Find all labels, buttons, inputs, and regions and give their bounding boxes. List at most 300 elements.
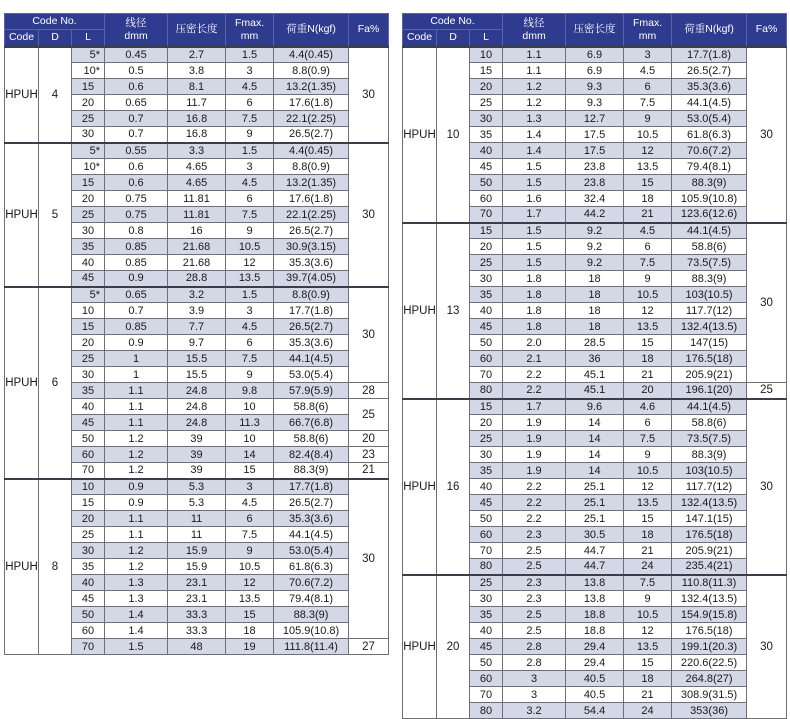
wire-diameter-cell: 0.85 bbox=[105, 255, 168, 271]
compressed-length-cell: 18 bbox=[566, 271, 624, 287]
compressed-length-cell: 18 bbox=[566, 287, 624, 303]
compressed-length-cell: 18.8 bbox=[566, 607, 624, 623]
compressed-length-cell: 11.7 bbox=[168, 95, 226, 111]
length-cell: 5* bbox=[72, 47, 105, 63]
wire-diameter-cell: 0.75 bbox=[105, 191, 168, 207]
load-cell: 353(36) bbox=[672, 703, 747, 719]
compressed-length-cell: 14 bbox=[566, 463, 624, 479]
fmax-cell: 18 bbox=[624, 191, 672, 207]
wire-diameter-cell: 1.2 bbox=[503, 95, 566, 111]
fa-header: Fa% bbox=[349, 14, 389, 47]
wire-diameter-cell: 1.5 bbox=[503, 159, 566, 175]
fmax-cell: 7.5 bbox=[226, 351, 274, 367]
compressed-length-cell: 25.1 bbox=[566, 479, 624, 495]
fmax-cell: 13.5 bbox=[624, 495, 672, 511]
length-cell: 10* bbox=[72, 63, 105, 79]
wire-diameter-cell: 1.5 bbox=[105, 639, 168, 655]
compressed-length-cell: 30.5 bbox=[566, 527, 624, 543]
code-cell: HPUH bbox=[403, 223, 437, 399]
compressed-length-cell: 23.8 bbox=[566, 175, 624, 191]
wire-diameter-cell: 1.4 bbox=[105, 607, 168, 623]
compressed-length-cell: 24.8 bbox=[168, 383, 226, 399]
length-cell: 80 bbox=[470, 703, 503, 719]
wire-diameter-cell: 1.9 bbox=[503, 447, 566, 463]
wire-diameter-cell: 1.4 bbox=[503, 143, 566, 159]
compressed-length-cell: 4.65 bbox=[168, 175, 226, 191]
load-cell: 88.3(9) bbox=[672, 175, 747, 191]
length-cell: 25 bbox=[72, 207, 105, 223]
wire-diameter-cell: 2.8 bbox=[503, 639, 566, 655]
length-cell: 60 bbox=[72, 447, 105, 463]
length-cell: 15 bbox=[72, 495, 105, 511]
fmax-cell: 13.5 bbox=[624, 319, 672, 335]
fmax-cell: 9 bbox=[226, 223, 274, 239]
load-cell: 17.7(1.8) bbox=[274, 303, 349, 319]
compressed-length-cell: 45.1 bbox=[566, 383, 624, 399]
load-cell: 147(15) bbox=[672, 335, 747, 351]
load-cell: 26.5(2.7) bbox=[274, 127, 349, 143]
fmax-cell: 15 bbox=[624, 335, 672, 351]
fmax-cell: 12 bbox=[624, 623, 672, 639]
fmax-cell: 11.3 bbox=[226, 415, 274, 431]
load-cell: 17.7(1.8) bbox=[274, 479, 349, 495]
length-cell: 80 bbox=[470, 383, 503, 399]
wire-diameter-cell: 0.9 bbox=[105, 271, 168, 287]
fmax-cell: 13.5 bbox=[624, 639, 672, 655]
fa-cell: 30 bbox=[747, 575, 787, 719]
wire-diameter-cell: 1.1 bbox=[105, 399, 168, 415]
fmax-cell: 15 bbox=[624, 511, 672, 527]
diameter-cell: 5 bbox=[39, 143, 72, 287]
load-cell: 35.3(3.6) bbox=[274, 511, 349, 527]
compressed-length-cell: 12.7 bbox=[566, 111, 624, 127]
wire-diameter-cell: 0.9 bbox=[105, 335, 168, 351]
length-cell: 20 bbox=[72, 511, 105, 527]
length-cell: 20 bbox=[470, 79, 503, 95]
fmax-cell: 1.5 bbox=[226, 143, 274, 159]
fmax-cell: 10.5 bbox=[226, 559, 274, 575]
wire-diameter-cell: 2.3 bbox=[503, 527, 566, 543]
fmax-cell: 15 bbox=[624, 175, 672, 191]
fmax-header bbox=[624, 14, 672, 47]
length-cell: 25 bbox=[470, 255, 503, 271]
load-cell: 44.1(4.5) bbox=[672, 399, 747, 415]
spec-table-left bbox=[4, 13, 389, 655]
fmax-cell: 15 bbox=[624, 655, 672, 671]
diameter-cell: 4 bbox=[39, 47, 72, 143]
spec-table-right bbox=[402, 13, 787, 719]
load-cell: 58.8(6) bbox=[672, 239, 747, 255]
length-cell: 25 bbox=[72, 111, 105, 127]
wire-diameter-header-line2: dmm bbox=[522, 29, 546, 42]
code-cell: HPUH bbox=[5, 143, 39, 287]
code-cell: HPUH bbox=[403, 47, 437, 223]
compressed-length-header: 压密长度 bbox=[566, 14, 624, 47]
compressed-length-cell: 3.2 bbox=[168, 287, 226, 303]
wire-diameter-cell: 1.8 bbox=[503, 319, 566, 335]
fmax-cell: 6 bbox=[226, 191, 274, 207]
compressed-length-cell: 33.3 bbox=[168, 623, 226, 639]
compressed-length-cell: 15.9 bbox=[168, 559, 226, 575]
diameter-cell: 6 bbox=[39, 287, 72, 479]
length-cell: 60 bbox=[72, 623, 105, 639]
fa-cell: 27 bbox=[349, 639, 389, 655]
diameter-cell: 20 bbox=[437, 575, 470, 719]
load-cell: 79.4(8.1) bbox=[672, 159, 747, 175]
load-cell: 105.9(10.8) bbox=[672, 191, 747, 207]
load-cell: 82.4(8.4) bbox=[274, 447, 349, 463]
length-cell: 60 bbox=[470, 527, 503, 543]
fmax-cell: 13.5 bbox=[624, 159, 672, 175]
length-cell: 70 bbox=[470, 367, 503, 383]
wire-diameter-cell: 1.7 bbox=[503, 207, 566, 223]
load-cell: 26.5(2.7) bbox=[274, 495, 349, 511]
compressed-length-cell: 14 bbox=[566, 415, 624, 431]
length-cell: 25 bbox=[470, 431, 503, 447]
fmax-cell: 10.5 bbox=[226, 239, 274, 255]
fmax-cell: 7.5 bbox=[226, 207, 274, 223]
length-cell: 45 bbox=[470, 495, 503, 511]
table-row bbox=[403, 575, 787, 591]
length-cell: 35 bbox=[72, 239, 105, 255]
load-cell: 79.4(8.1) bbox=[274, 591, 349, 607]
wire-diameter-cell: 1.1 bbox=[105, 383, 168, 399]
wire-diameter-cell: 1.9 bbox=[503, 463, 566, 479]
length-cell: 30 bbox=[72, 543, 105, 559]
wire-diameter-cell: 0.9 bbox=[105, 479, 168, 495]
load-cell: 88.3(9) bbox=[672, 447, 747, 463]
fmax-cell: 6 bbox=[624, 79, 672, 95]
compressed-length-cell: 9.2 bbox=[566, 223, 624, 239]
length-cell: 45 bbox=[72, 591, 105, 607]
length-cell: 40 bbox=[72, 399, 105, 415]
diameter-cell: 13 bbox=[437, 223, 470, 399]
wire-diameter-cell: 1.1 bbox=[105, 511, 168, 527]
wire-diameter-cell: 0.5 bbox=[105, 63, 168, 79]
load-header: 荷重N(kgf) bbox=[672, 14, 747, 47]
wire-diameter-cell: 3 bbox=[503, 671, 566, 687]
length-cell: 15 bbox=[470, 63, 503, 79]
compressed-length-cell: 14 bbox=[566, 431, 624, 447]
compressed-length-cell: 14 bbox=[566, 447, 624, 463]
load-cell: 132.4(13.5) bbox=[672, 591, 747, 607]
fmax-cell: 12 bbox=[624, 479, 672, 495]
fmax-cell: 9 bbox=[226, 127, 274, 143]
length-cell: 70 bbox=[470, 543, 503, 559]
wire-diameter-cell: 2.3 bbox=[503, 591, 566, 607]
fmax-cell: 13.5 bbox=[226, 591, 274, 607]
fmax-cell: 9.8 bbox=[226, 383, 274, 399]
load-cell: 44.1(4.5) bbox=[274, 351, 349, 367]
compressed-length-cell: 45.1 bbox=[566, 367, 624, 383]
compressed-length-cell: 11.81 bbox=[168, 191, 226, 207]
fa-cell: 30 bbox=[349, 47, 389, 143]
wire-diameter-cell: 1.1 bbox=[105, 527, 168, 543]
length-cell: 70 bbox=[470, 207, 503, 223]
fmax-cell: 9 bbox=[226, 543, 274, 559]
d-header: D bbox=[437, 30, 470, 47]
fmax-cell: 3 bbox=[226, 303, 274, 319]
code-header: Code bbox=[403, 30, 437, 47]
length-cell: 10* bbox=[72, 159, 105, 175]
length-cell: 60 bbox=[470, 351, 503, 367]
compressed-length-cell: 9.3 bbox=[566, 79, 624, 95]
length-cell: 20 bbox=[72, 335, 105, 351]
wire-diameter-cell: 2.5 bbox=[503, 543, 566, 559]
fmax-header-line2: mm bbox=[638, 29, 657, 42]
length-cell: 30 bbox=[470, 591, 503, 607]
fmax-cell: 18 bbox=[624, 671, 672, 687]
length-cell: 15 bbox=[470, 399, 503, 415]
wire-diameter-cell: 0.65 bbox=[105, 95, 168, 111]
load-cell: 264.8(27) bbox=[672, 671, 747, 687]
wire-diameter-cell: 1.2 bbox=[105, 447, 168, 463]
wire-diameter-cell: 0.7 bbox=[105, 303, 168, 319]
load-cell: 103(10.5) bbox=[672, 463, 747, 479]
length-cell: 45 bbox=[470, 639, 503, 655]
load-cell: 70.6(7.2) bbox=[274, 575, 349, 591]
compressed-length-cell: 24.8 bbox=[168, 399, 226, 415]
compressed-length-cell: 16 bbox=[168, 223, 226, 239]
wire-diameter-cell: 1.8 bbox=[503, 287, 566, 303]
load-cell: 22.1(2.25) bbox=[274, 207, 349, 223]
compressed-length-cell: 13.8 bbox=[566, 575, 624, 591]
fa-cell: 30 bbox=[747, 223, 787, 383]
load-cell: 123.6(12.6) bbox=[672, 207, 747, 223]
table-row bbox=[5, 287, 389, 303]
compressed-length-cell: 18 bbox=[566, 303, 624, 319]
fmax-cell: 18 bbox=[624, 351, 672, 367]
compressed-length-cell: 33.3 bbox=[168, 607, 226, 623]
load-cell: 132.4(13.5) bbox=[672, 495, 747, 511]
length-cell: 15 bbox=[72, 175, 105, 191]
code-no-header: Code No. bbox=[403, 14, 503, 30]
diameter-cell: 16 bbox=[437, 399, 470, 575]
load-cell: 53.0(5.4) bbox=[274, 543, 349, 559]
load-cell: 88.3(9) bbox=[274, 607, 349, 623]
load-cell: 57.9(5.9) bbox=[274, 383, 349, 399]
compressed-length-cell: 39 bbox=[168, 447, 226, 463]
wire-diameter-cell: 1.8 bbox=[503, 303, 566, 319]
compressed-length-cell: 9.7 bbox=[168, 335, 226, 351]
wire-diameter-cell: 1.1 bbox=[503, 47, 566, 63]
wire-diameter-cell: 1.1 bbox=[105, 415, 168, 431]
fa-cell: 28 bbox=[349, 383, 389, 399]
wire-diameter-cell: 2.2 bbox=[503, 479, 566, 495]
table-row bbox=[5, 47, 389, 63]
length-cell: 35 bbox=[470, 463, 503, 479]
fmax-cell: 21 bbox=[624, 367, 672, 383]
compressed-length-cell: 40.5 bbox=[566, 687, 624, 703]
wire-diameter-cell: 1.2 bbox=[105, 463, 168, 479]
fmax-cell: 24 bbox=[624, 703, 672, 719]
fmax-cell: 1.5 bbox=[226, 47, 274, 63]
wire-diameter-header bbox=[105, 14, 168, 47]
fmax-cell: 4.6 bbox=[624, 399, 672, 415]
fmax-cell: 10 bbox=[226, 431, 274, 447]
wire-diameter-cell: 2.2 bbox=[503, 511, 566, 527]
length-cell: 25 bbox=[72, 351, 105, 367]
wire-diameter-cell: 1 bbox=[105, 367, 168, 383]
fmax-cell: 15 bbox=[226, 607, 274, 623]
fmax-header bbox=[226, 14, 274, 47]
fmax-cell: 9 bbox=[624, 111, 672, 127]
length-cell: 10 bbox=[72, 479, 105, 495]
wire-diameter-cell: 1 bbox=[105, 351, 168, 367]
fmax-cell: 6 bbox=[226, 95, 274, 111]
fmax-cell: 7.5 bbox=[226, 111, 274, 127]
fmax-cell: 9 bbox=[624, 271, 672, 287]
load-cell: 117.7(12) bbox=[672, 479, 747, 495]
compressed-length-cell: 18 bbox=[566, 319, 624, 335]
load-cell: 70.6(7.2) bbox=[672, 143, 747, 159]
load-cell: 61.8(6.3) bbox=[274, 559, 349, 575]
fmax-cell: 6 bbox=[624, 239, 672, 255]
compressed-length-cell: 15.5 bbox=[168, 351, 226, 367]
spec-table-left-body bbox=[5, 47, 389, 655]
fmax-cell: 7.5 bbox=[624, 431, 672, 447]
load-cell: 111.8(11.4) bbox=[274, 639, 349, 655]
compressed-length-cell: 6.9 bbox=[566, 63, 624, 79]
length-cell: 25 bbox=[72, 527, 105, 543]
fa-cell: 25 bbox=[349, 399, 389, 431]
fmax-cell: 12 bbox=[624, 143, 672, 159]
length-cell: 70 bbox=[470, 687, 503, 703]
wire-diameter-cell: 2.5 bbox=[503, 559, 566, 575]
length-cell: 25 bbox=[470, 575, 503, 591]
compressed-length-cell: 28.5 bbox=[566, 335, 624, 351]
wire-diameter-cell: 1.5 bbox=[503, 223, 566, 239]
compressed-length-cell: 44.7 bbox=[566, 543, 624, 559]
compressed-length-cell: 24.8 bbox=[168, 415, 226, 431]
load-cell: 117.7(12) bbox=[672, 303, 747, 319]
fmax-cell: 12 bbox=[226, 255, 274, 271]
code-header: Code bbox=[5, 30, 39, 47]
fmax-cell: 12 bbox=[226, 575, 274, 591]
load-cell: 110.8(11.3) bbox=[672, 575, 747, 591]
load-cell: 308.9(31.5) bbox=[672, 687, 747, 703]
wire-diameter-cell: 0.6 bbox=[105, 159, 168, 175]
load-cell: 73.5(7.5) bbox=[672, 255, 747, 271]
load-cell: 199.1(20.3) bbox=[672, 639, 747, 655]
fmax-cell: 18 bbox=[624, 527, 672, 543]
code-cell: HPUH bbox=[403, 575, 437, 719]
length-cell: 60 bbox=[470, 191, 503, 207]
wire-diameter-cell: 2.1 bbox=[503, 351, 566, 367]
length-cell: 35 bbox=[470, 607, 503, 623]
wire-diameter-cell: 3.2 bbox=[503, 703, 566, 719]
compressed-length-cell: 44.2 bbox=[566, 207, 624, 223]
length-cell: 20 bbox=[470, 415, 503, 431]
length-cell: 40 bbox=[470, 479, 503, 495]
load-cell: 44.1(4.5) bbox=[672, 223, 747, 239]
fa-cell: 30 bbox=[349, 479, 389, 639]
load-cell: 205.9(21) bbox=[672, 367, 747, 383]
fmax-cell: 4.5 bbox=[226, 175, 274, 191]
fa-cell: 25 bbox=[747, 383, 787, 399]
wire-diameter-cell: 1.8 bbox=[503, 271, 566, 287]
fmax-cell: 10.5 bbox=[624, 463, 672, 479]
load-cell: 58.8(6) bbox=[672, 415, 747, 431]
fmax-cell: 4.5 bbox=[624, 223, 672, 239]
load-cell: 58.8(6) bbox=[274, 399, 349, 415]
fmax-cell: 14 bbox=[226, 447, 274, 463]
wire-diameter-cell: 1.5 bbox=[503, 239, 566, 255]
wire-diameter-cell: 1.5 bbox=[503, 255, 566, 271]
load-cell: 44.1(4.5) bbox=[274, 527, 349, 543]
length-cell: 70 bbox=[72, 639, 105, 655]
fmax-cell: 7.5 bbox=[624, 575, 672, 591]
load-cell: 44.1(4.5) bbox=[672, 95, 747, 111]
fmax-cell: 18 bbox=[226, 623, 274, 639]
length-cell: 40 bbox=[470, 143, 503, 159]
load-cell: 105.9(10.8) bbox=[274, 623, 349, 639]
fa-cell: 20 bbox=[349, 431, 389, 447]
compressed-length-cell: 21.68 bbox=[168, 255, 226, 271]
code-cell: HPUH bbox=[5, 479, 39, 655]
load-cell: 176.5(18) bbox=[672, 623, 747, 639]
load-cell: 35.3(3.6) bbox=[672, 79, 747, 95]
length-cell: 30 bbox=[470, 271, 503, 287]
compressed-length-cell: 11 bbox=[168, 527, 226, 543]
table-row bbox=[403, 399, 787, 415]
code-cell: HPUH bbox=[5, 47, 39, 143]
load-cell: 88.3(9) bbox=[274, 463, 349, 479]
length-cell: 40 bbox=[72, 255, 105, 271]
fmax-cell: 10.5 bbox=[624, 127, 672, 143]
wire-diameter-cell: 1.3 bbox=[105, 591, 168, 607]
compressed-length-cell: 2.7 bbox=[168, 47, 226, 63]
load-cell: 73.5(7.5) bbox=[672, 431, 747, 447]
fmax-cell: 9 bbox=[624, 447, 672, 463]
wire-diameter-cell: 1.3 bbox=[105, 575, 168, 591]
fmax-cell: 13.5 bbox=[226, 271, 274, 287]
fmax-cell: 10 bbox=[226, 399, 274, 415]
load-cell: 30.9(3.15) bbox=[274, 239, 349, 255]
wire-diameter-cell: 1.5 bbox=[503, 175, 566, 191]
wire-diameter-cell: 2.5 bbox=[503, 623, 566, 639]
wire-diameter-cell: 2.2 bbox=[503, 383, 566, 399]
compressed-length-cell: 54.4 bbox=[566, 703, 624, 719]
wire-diameter-cell: 1.4 bbox=[105, 623, 168, 639]
wire-diameter-cell: 0.85 bbox=[105, 319, 168, 335]
fmax-cell: 9 bbox=[226, 367, 274, 383]
compressed-length-cell: 9.3 bbox=[566, 95, 624, 111]
fmax-cell: 3 bbox=[624, 47, 672, 63]
length-cell: 50 bbox=[470, 175, 503, 191]
load-cell: 35.3(3.6) bbox=[274, 255, 349, 271]
load-cell: 205.9(21) bbox=[672, 543, 747, 559]
compressed-length-cell: 18.8 bbox=[566, 623, 624, 639]
load-header: 荷重N(kgf) bbox=[274, 14, 349, 47]
wire-diameter-cell: 0.7 bbox=[105, 127, 168, 143]
compressed-length-cell: 9.2 bbox=[566, 255, 624, 271]
load-cell: 13.2(1.35) bbox=[274, 79, 349, 95]
wire-diameter-cell: 1.1 bbox=[503, 63, 566, 79]
fa-cell: 30 bbox=[349, 287, 389, 383]
compressed-length-cell: 13.8 bbox=[566, 591, 624, 607]
length-cell: 45 bbox=[72, 415, 105, 431]
l-header: L bbox=[72, 30, 105, 47]
compressed-length-cell: 9.2 bbox=[566, 239, 624, 255]
length-cell: 10 bbox=[470, 47, 503, 63]
load-cell: 13.2(1.35) bbox=[274, 175, 349, 191]
load-cell: 4.4(0.45) bbox=[274, 143, 349, 159]
length-cell: 60 bbox=[470, 671, 503, 687]
compressed-length-cell: 3.8 bbox=[168, 63, 226, 79]
load-cell: 4.4(0.45) bbox=[274, 47, 349, 63]
length-cell: 35 bbox=[470, 127, 503, 143]
